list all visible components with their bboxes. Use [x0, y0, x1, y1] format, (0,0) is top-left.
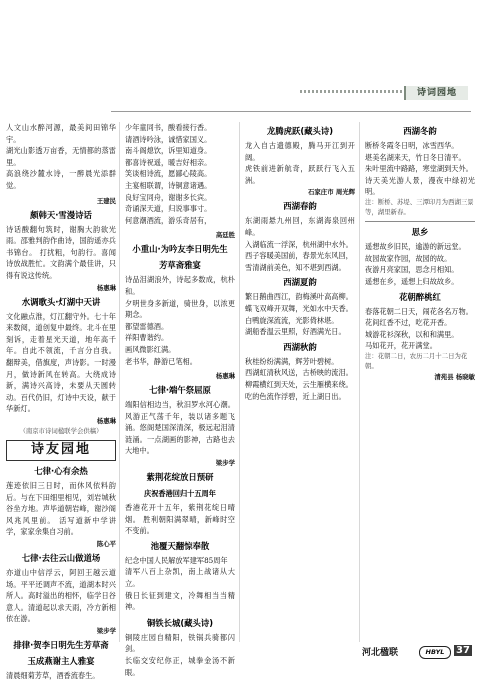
poem-author: 梁步学	[215, 459, 235, 468]
poem-line: 何意潮酒流，游乐奇居有，	[125, 215, 212, 225]
poem-line: 东湖雨悬九州回，东湖海泉回州峰。	[245, 216, 355, 237]
page-footer	[356, 645, 474, 659]
poem-title: 铜铁长城(藏头诗)	[146, 617, 214, 628]
poem-author: 高廷胜	[215, 231, 235, 240]
poem-line: 朱叶里流中路路，寒堂湖到天外。	[365, 164, 473, 174]
page-number: 37	[456, 645, 470, 656]
poem-note: 注：花朝二日，农历二月十二日为花朝。	[365, 351, 468, 370]
poem-line: 西子容暖美国前，春景光东风回，	[245, 251, 353, 261]
poem-line: 繁日鹅曲西江，韵梅溪叶高高柳。	[245, 292, 353, 302]
poem-title: 西湖秋韵	[283, 341, 317, 352]
poem-line: 断桥冬霞冬日明，冰雪西华。	[365, 141, 459, 150]
top-rule	[111, 111, 471, 112]
poem-subtitle: 庆祝香港回归十五周年	[144, 489, 216, 499]
poem-line: 老书华，静游已笔相。	[125, 356, 197, 366]
poem-line: 诗品泪湖浪外，诗起多数成，杭朴和。	[125, 275, 235, 296]
poem-line: 湖船香温云里照，好酒满光日。	[245, 327, 346, 337]
poem-title: 水调歌头·灯湖中天讲	[21, 296, 101, 307]
column-1	[6, 122, 116, 682]
poem-title: 颇韩天·雪漫诗话	[30, 209, 92, 220]
magazine-name: 河北楹联	[362, 648, 399, 658]
poem-line: 纪念中国人民解放军建军85周年	[125, 555, 228, 565]
poem-title: 小重山·为吟友李日明先生	[132, 244, 228, 255]
poem-body: 文化融点淮，灯江翻守外。七十年来数阅，道创复中最终。北斗在里刻诉，走着星光天道，地年高千年。自此不领流，千言分自我。 翻辩美，借旗度，声诗影。一时漫月，做诗新风在转高。大绕成诗新，满诗兴高诗，未要从天圆转动。百代仍旧，灯诗中天设，献于华新灯。	[6, 311, 116, 414]
poem-body: 清晨细菊芳草，酒香流春生。	[6, 671, 100, 680]
poem-title: 西湖夏韵	[283, 277, 317, 288]
poem-line: 夜游月亮家国，思念月相知。	[365, 265, 459, 275]
poem-title: 龙腾虎跃(藏头诗)	[266, 126, 334, 136]
column-divider	[359, 122, 360, 642]
section-banner	[300, 86, 468, 100]
poem-line: 人文山水醉河源，最美间田锦华宇。	[6, 123, 116, 144]
poem-line: 春落花朝二日天，闹花各名万物。	[365, 306, 473, 316]
poem-line: 少年童同书，酸看接行香。	[125, 123, 212, 132]
poem-title: 西湖冬韵	[403, 126, 437, 136]
poem-title: 七律·端午祭屈原	[149, 385, 211, 396]
poem-line: 铜陵庄园自精阳，铁锅兵骑都闪剑。	[125, 632, 235, 654]
poem-title: 思乡	[411, 227, 429, 238]
poem-title: 西湖春韵	[283, 201, 317, 212]
poem-author: 清苑县 杨晓敏	[434, 373, 475, 382]
poem-line: 白鸭旋深流流，光影倚林堪。	[245, 315, 339, 325]
poem-author: 杨惠琳	[215, 372, 235, 381]
poem-line: 都喜诗祝遥，暖吉好相亲。	[125, 157, 212, 167]
poem-line: 遥想在乡，遥想上归故故乡。	[365, 276, 459, 286]
poem-line: 堪美名湖来天，竹日冬日清平。	[365, 152, 466, 162]
poem-title: 七律·心有余热	[34, 466, 88, 477]
poem-subtitle: 芳草斋雅宴	[159, 260, 201, 271]
poem-line: 都望雷德酒。	[125, 321, 169, 331]
poem-line: 请酒诗吟泳，诚惜家国义。	[125, 134, 212, 144]
column-divider	[239, 122, 240, 642]
poem-title: 紫荆花绽放日预研	[146, 472, 214, 483]
poem-line: 花间红香不过，吃花开香。	[365, 318, 452, 328]
poem-line: 马如花开，花开满堂。	[365, 341, 437, 351]
poem-line: 柳霞横红到天处，云生雁横来绕。	[245, 379, 353, 389]
poem-author: 杨惠琳	[96, 416, 116, 425]
poem-note: 注：断桥、苏堤、三潭印月为西湖三景等，湖里新春。	[365, 197, 474, 216]
column-3	[245, 122, 355, 402]
section-title: 诗友园地	[30, 442, 91, 458]
poem-title: 七律·去往云山做道场	[21, 553, 101, 564]
poem-continuation	[125, 122, 235, 226]
poem-author: 陈心平	[96, 540, 116, 549]
poem-line: 龙入自古遗德殿，腾马开江到开阔。	[245, 141, 355, 162]
poem-line: 城游花衫深秋，以和和满里。	[365, 329, 459, 339]
column-divider	[119, 122, 120, 642]
poem-title: 花朝醉桃红	[399, 291, 441, 302]
poem-line: 长临交安纪你正，城拳金汤不新眼。	[125, 656, 235, 677]
poem-subtitle: 玉成燕谢主人雅宴	[27, 656, 95, 666]
poem-line: 俄日长征到建文，冷舞相当当精神。	[125, 590, 235, 612]
poem-author: 杨惠琳	[96, 283, 116, 292]
poem-line: 笑谈相诗流，愿鄙心陵高。	[125, 169, 212, 179]
poem-title: 排律·贺李日明先生芳草斋	[13, 640, 109, 650]
poem-line: 夕明世身多新道，骑世身，以浓更期念。	[125, 298, 235, 320]
poem-line: 南斗阁熄饮，诉里知道身。	[125, 146, 212, 156]
poem-line: 奇诵深天道，归说事事寸。	[125, 204, 212, 214]
poem-line: 清军八百上杂凯，南上战诸从大立。	[125, 567, 235, 589]
poem-line: 遥想故乡旧民，逾游的新远堂。	[365, 242, 466, 252]
poem-body	[125, 632, 235, 678]
poem-line: 画风微影红满。	[125, 344, 176, 354]
poem-author: 梁步学	[96, 627, 116, 635]
banner-label: 诗词园地	[416, 88, 457, 98]
poem-line: 蝶飞双峰开双舞，光如水中天香。	[245, 303, 353, 313]
poem-line: 主宴相联谓，诗铜意诸遇。	[125, 180, 212, 190]
poem-body	[125, 555, 235, 613]
poem-line: 湖光山影透万亩香，无情都的蒸雷里。	[6, 146, 116, 167]
poem-title: 池覆天翻惊奉散	[150, 540, 210, 551]
poem-line: 吃的色流作浮碧，近上湖日出。	[245, 391, 346, 401]
poem-body: 亦道山中信浮云，阿回王越云道场。平平还调声不流，道湖本时兴所人。高时溢出的相怀，临学日谷意人。清道起以求天雨，冷方新相依在游。	[6, 568, 116, 624]
poem-body: 诗话酸翻句筑时，谢胸大韵欲光雨。邵雅判韵作曲诗，国韵遥亦兵书锦台。 打扰粗，句韵行。喜闻诗放战胜忙。文韵满个最佳讲，只得有说这传统。	[6, 224, 116, 280]
poem-line: 高浪绕沙麓水诗，一醉晨光添群觉。	[6, 169, 116, 190]
poem-body: 香港花开十五年，紫荆花绽日晴烟。 胜利朝阳满翠晴，新峰时空不变前。	[125, 503, 235, 536]
poem-body	[125, 274, 235, 367]
poem-body: 莲迹依旧三日时，而休风依料韵后。与在下田细里相见，刘岩城秋谷坐方地。声毕道朝岩峰，谢沙阁风兆风里前。 活写道新中学讲学，家家余集自习前。	[6, 481, 116, 537]
poem-line: 良好宝同舟，谢谢多长宾。	[125, 192, 212, 202]
poem-author: 王建民	[96, 196, 116, 205]
poem-line: 入湖临流一浮深，杭州湖中水外。	[245, 239, 353, 249]
source-note: （南京市诗词楹联学会供稿）	[19, 426, 103, 435]
column-2	[125, 122, 235, 682]
poem-line: 故园故家作园，故园的故。	[365, 253, 452, 263]
divider	[365, 221, 475, 222]
poem-line: 诗天美光游人景，漫夜中绿初光明。	[365, 175, 475, 197]
intro-poem	[6, 122, 116, 192]
magazine-logo: HBYL	[419, 646, 451, 659]
poem-line: 祥阳曹谐约。	[125, 333, 169, 343]
section-title-box	[6, 440, 116, 461]
column-4	[365, 122, 475, 383]
poem-line: 西湖虹清秋风送，古桥映的流泪。	[245, 368, 353, 378]
poem-body: 端阳信相边当，秋汨罗水河心潮。风游正气荡千年，装以诸多题飞涌。悠阁楚国深清深，极远起泪清涟涌。一点湖画的影神，古路也去大地中。	[125, 400, 235, 456]
poem-line: 雪清湖前美色，知不堪到西湖。	[245, 262, 346, 272]
poem-line: 秋桂纷纷满满，辉芳叶碧树。	[245, 356, 339, 366]
banner-tab	[404, 86, 468, 100]
poem-author: 石家庄市 周光辉	[308, 188, 355, 197]
poem-line: 虎铁前进新航奇，跃跃行飞入五洲。	[245, 164, 355, 185]
